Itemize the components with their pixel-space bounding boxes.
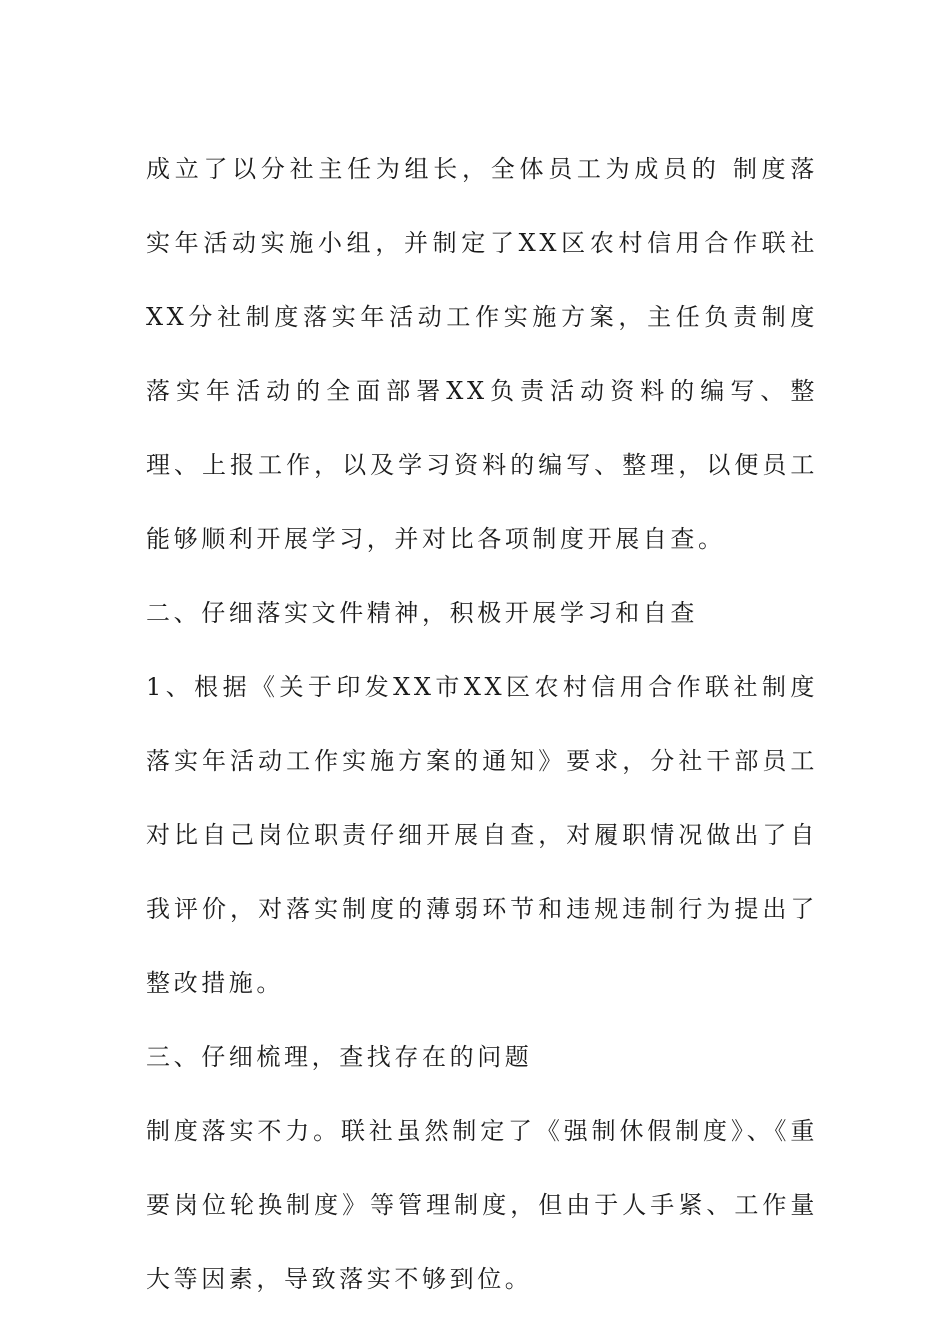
paragraph-problems: 制度落实不力。联社虽然制定了《强制休假制度》、《重要岗位轮换制度》等管理制度，但由于人手紧、工作量大等因素，导致落实不够到位。: [146, 1117, 818, 1293]
paragraph-self-inspection: 1、根据《关于印发XX市XX区农村信用合作联社制度落实年活动工作实施方案的通知》要求，分社干部员工对比自己岗位职责仔细开展自查，对履职情况做出了自我评价，对落实制度的薄弱环节和违规违制行为提出了整改措施。: [146, 673, 818, 997]
document-body: [146, 132, 818, 1316]
paragraph-group-setup: 成立了以分社主任为组长，全体员工为成员的 制度落实年活动实施小组，并制定了XX区农村信用合作联社XX分社制度落实年活动工作实施方案，主任负责制度落实年活动的全面部署XX负责活动资料的编写、整理、上报工作，以及学习资料的编写、整理，以便员工能够顺利开展学习，并对比各项制度开展自查。: [146, 155, 818, 553]
section-heading-three: 三、仔细梳理，查找存在的问题: [146, 1043, 533, 1071]
section-heading-two: 二、仔细落实文件精神，积极开展学习和自查: [146, 599, 698, 627]
